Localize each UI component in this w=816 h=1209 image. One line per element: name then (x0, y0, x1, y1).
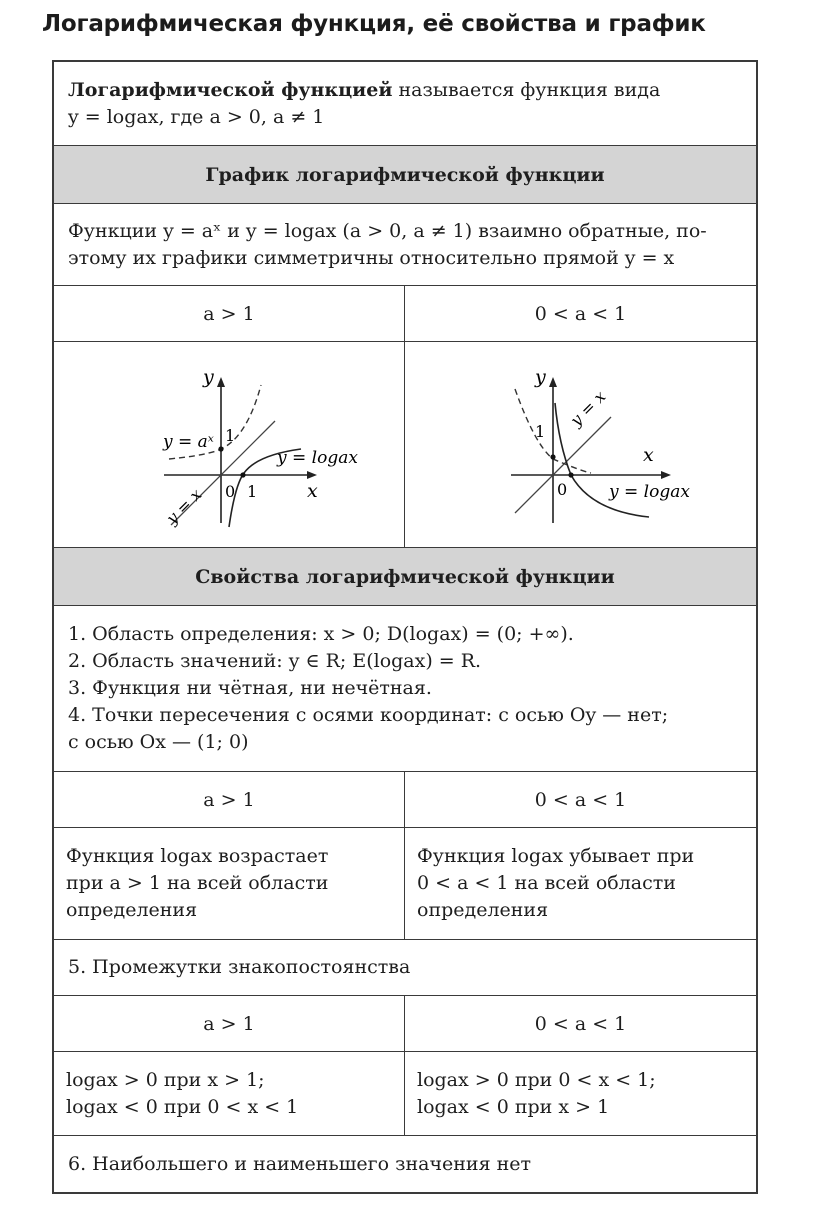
inverse-note (54, 204, 756, 286)
definition-rest: называется функция вида (392, 78, 661, 101)
monotonicity-case-headers (54, 772, 756, 828)
mono-case-a-greater-1: a > 1 (54, 772, 405, 827)
mono-right-line: определения (417, 899, 549, 921)
property-item: 1. Область определения: x > 0; D(logax) = (0; +∞). (68, 623, 574, 645)
inverse-note-line-1: Функции y = aˣ и y = logax (a > 0, a ≠ 1) взаимно обратные, по- (68, 219, 707, 242)
y-axis-arrow (217, 377, 225, 387)
mono-left-line: определения (66, 899, 198, 921)
tick-one-x: 1 (247, 481, 258, 501)
y-axis-arrow (549, 377, 557, 387)
label-diagonal: y = x (162, 484, 206, 528)
properties-table (52, 60, 758, 1194)
point-0-1 (550, 454, 555, 459)
mono-left-cell (54, 828, 405, 939)
properties-section-header: Свойства логарифмической функции (54, 548, 756, 606)
sign-left-cell (54, 1052, 405, 1135)
origin-label: 0 (225, 481, 236, 501)
sign-right-line: logax < 0 при x > 1 (417, 1095, 610, 1118)
sign-intervals-label: 5. Промежутки знакопостоянства (68, 956, 411, 978)
sign-case-headers (54, 996, 756, 1052)
sign-intervals-row (54, 1052, 756, 1136)
properties-list (54, 606, 756, 772)
origin-label: 0 (556, 479, 567, 499)
mono-right-line: Функция logax убывает при (417, 845, 695, 867)
graph-increasing (79, 345, 379, 545)
tick-one-y: 1 (534, 421, 545, 441)
property-item: 3. Функция ни чётная, ни нечётная. (68, 677, 432, 699)
definition-row (54, 62, 756, 146)
property-item: с осью Ox — (1; 0) (68, 731, 249, 753)
property-item: 4. Точки пересечения с осями координат: с осью Oy — нет; (68, 704, 669, 726)
label-exponential: y = aˣ (163, 431, 214, 452)
point-0-1 (218, 446, 223, 451)
sign-left-line: logax < 0 при 0 < x < 1 (66, 1095, 299, 1118)
x-axis-arrow (661, 471, 671, 479)
definition-term: Логарифмической функцией (68, 78, 393, 101)
point-1-0 (568, 472, 573, 477)
sign-case-a-greater-1: a > 1 (54, 996, 405, 1051)
graphs-row (54, 342, 756, 548)
graph-case-a-greater-1: a > 1 (54, 286, 405, 341)
label-diagonal: y = x (565, 386, 609, 430)
label-logarithm: y = logax (277, 447, 358, 468)
graph-case-headers (54, 286, 756, 342)
graph-section-header: График логарифмической функции (54, 146, 756, 204)
monotonicity-row (54, 828, 756, 940)
mono-right-line: 0 < a < 1 на всей области (417, 872, 676, 894)
sign-left-line: logax > 0 при x > 1; (66, 1068, 265, 1091)
extremes-label: 6. Наибольшего и наименьшего значения нет (68, 1152, 532, 1175)
sign-intervals-title (54, 940, 756, 996)
x-axis-arrow (307, 471, 317, 479)
graph-case-a-between-0-1: 0 < a < 1 (534, 302, 627, 325)
point-1-0 (240, 472, 245, 477)
graph-cell-left (54, 342, 405, 547)
page-title: Логарифмическая функция, её свойства и график (42, 11, 706, 37)
definition-line (68, 77, 742, 104)
graph-cell-right (405, 342, 756, 547)
sign-right-line: logax > 0 при 0 < x < 1; (417, 1068, 656, 1091)
extremes-row (54, 1136, 756, 1192)
mono-case-a-between-0-1: 0 < a < 1 (534, 788, 627, 811)
mono-right-cell (405, 828, 756, 939)
sign-case-a-between-0-1: 0 < a < 1 (534, 1012, 627, 1035)
axis-x-label: x (642, 443, 654, 466)
property-item: 2. Область значений: y ∈ R; E(logax) = R. (68, 650, 482, 672)
mono-left-line: Функция logax возрастает (66, 845, 329, 867)
definition-formula: y = logax, где a > 0, a ≠ 1 (68, 105, 325, 128)
label-logarithm: y = logax (608, 481, 690, 502)
mono-left-line: при a > 1 на всей области (66, 872, 329, 894)
axis-y-label: y (203, 365, 214, 388)
axis-y-label: y (534, 365, 546, 388)
sign-right-cell (405, 1052, 756, 1135)
graph-decreasing (431, 345, 731, 545)
axis-x-label: x (307, 479, 318, 502)
inverse-note-line-2: этому их графики симметричны относительно прямой y = x (68, 246, 675, 269)
tick-one-y: 1 (225, 425, 236, 445)
